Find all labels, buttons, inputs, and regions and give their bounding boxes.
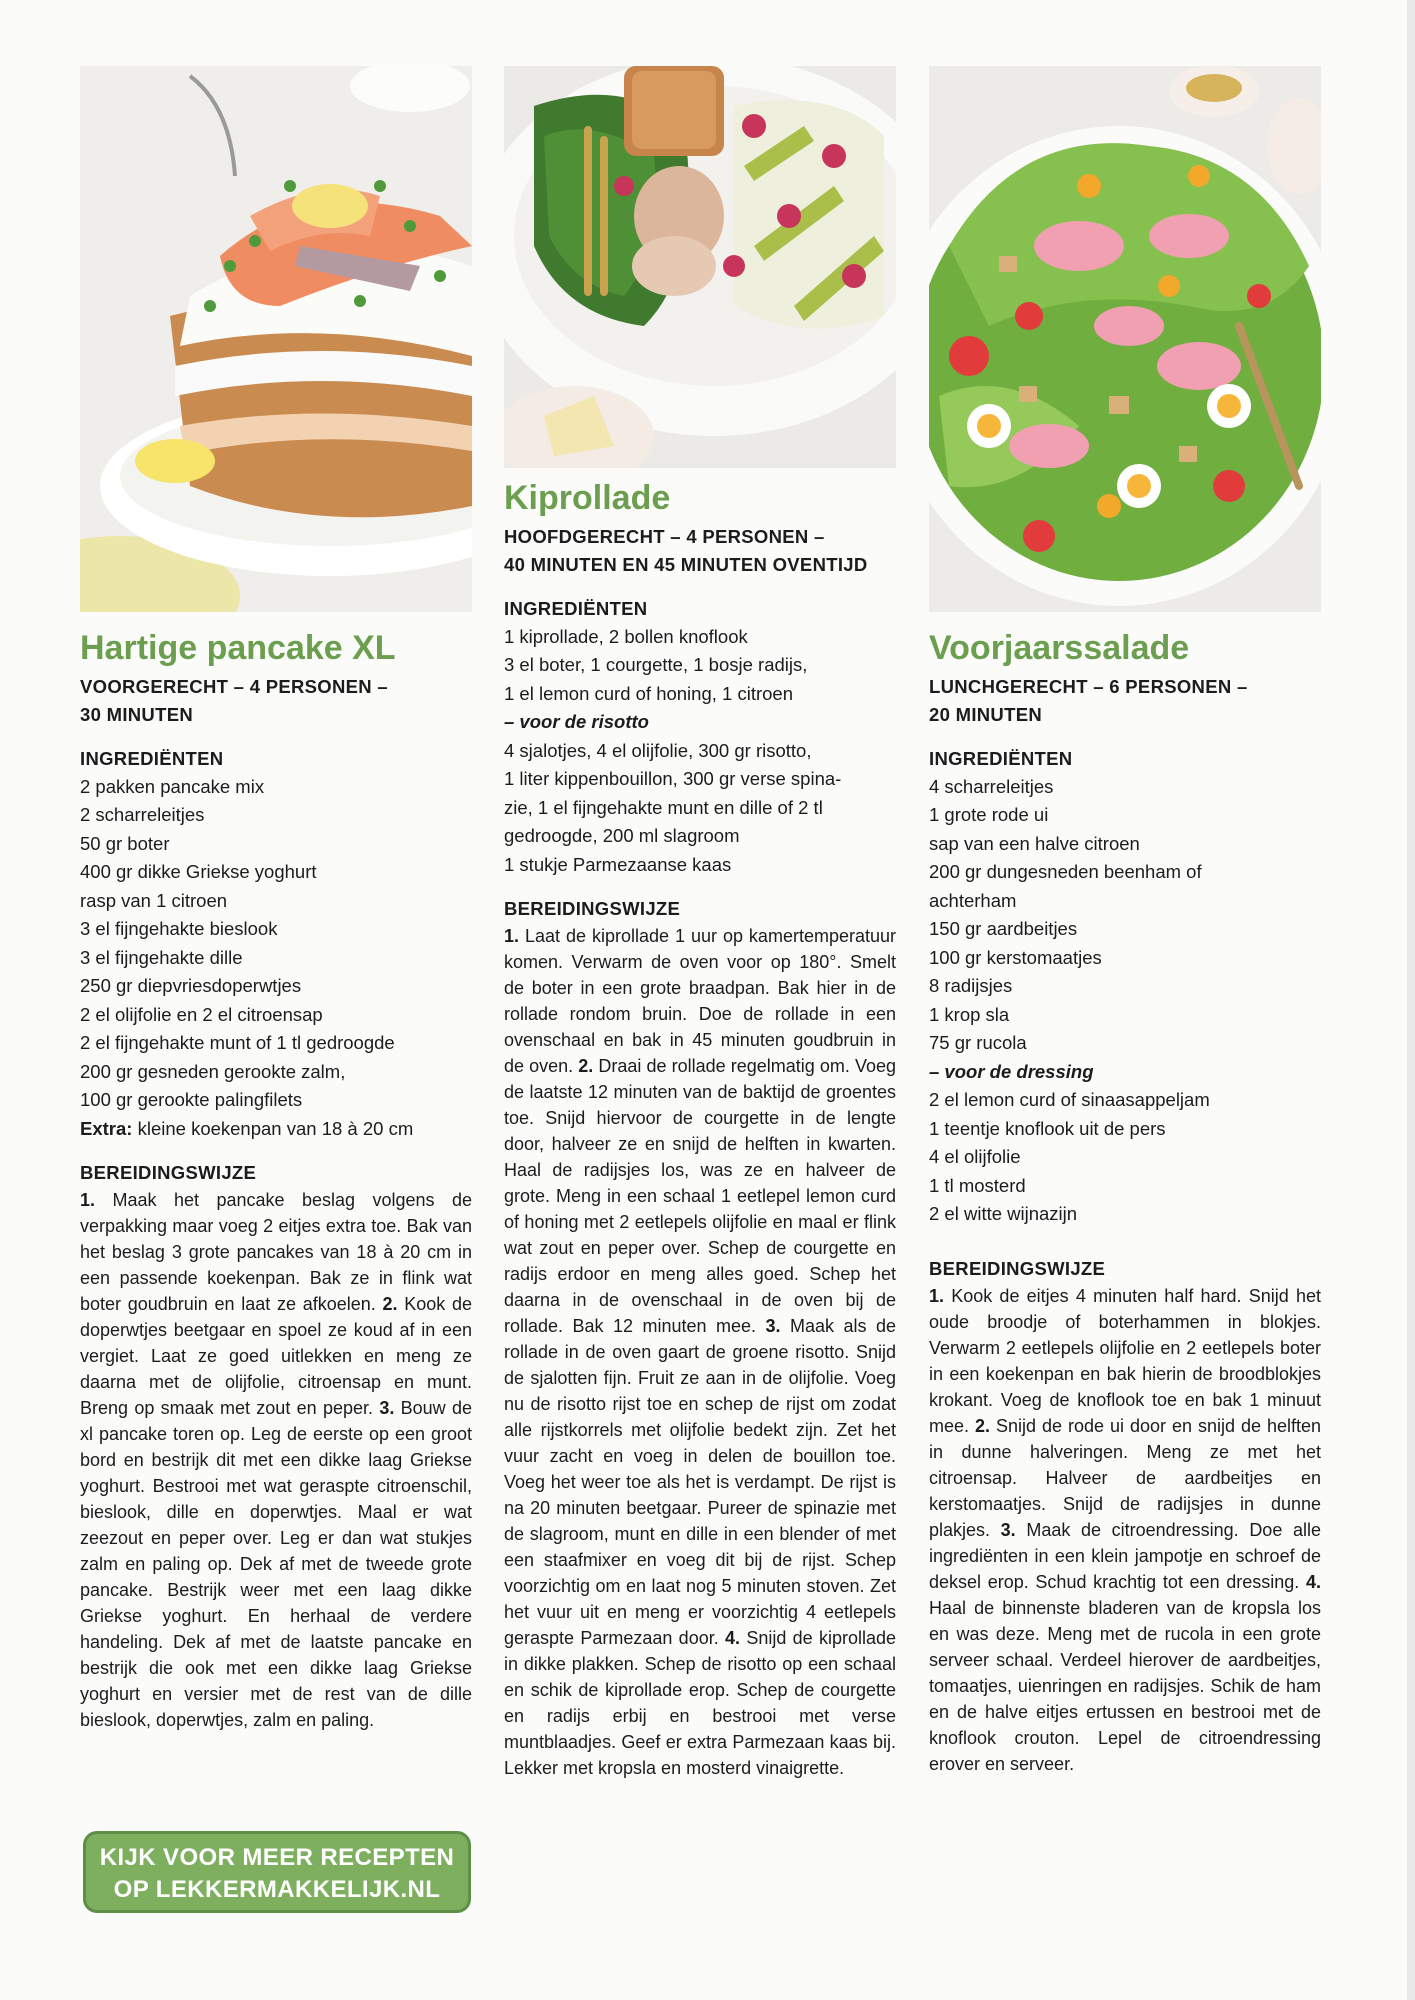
- meta-line: 40 MINUTEN EN 45 MINUTEN OVENTIJD: [504, 553, 868, 575]
- recipe-title: Hartige pancake XL: [80, 629, 396, 667]
- ingredient-item: 2 pakken pancake mix: [80, 775, 265, 797]
- ingredient-item: 4 scharreleitjes: [929, 775, 1054, 797]
- step-number: 3.: [379, 1398, 395, 1419]
- step-number: 1.: [929, 1285, 945, 1306]
- meta-line: VOORGERECHT – 4 PERSONEN –: [80, 675, 388, 697]
- recipe-column-kiprollade: [504, 66, 896, 1781]
- recipe-meta: [504, 523, 896, 579]
- step-number: 1.: [80, 1190, 96, 1211]
- step-text: Maak het pancake beslag volgens de verpakking maar voeg 2 eitjes extra toe. Bak van het beslag 3 grote pancakes van 18 à 20 cm in een passende koekenpan. Bak ze in flink wat boter goudbruin en laat ze afkoelen.: [80, 1190, 472, 1315]
- step-text: Snijd de kiprollade in dikke plakken. Schep de risotto op een schaal en schik de kiprollade erop. Schep de courgette en radijs erbij en bestrooi met verse muntblaadjes. Geef er extra Parmezaan kaas bij. Lekker met kropsla en mosterd vinaigrette.: [504, 1628, 896, 1779]
- ingredients-heading: INGREDIËNTEN: [929, 747, 1073, 769]
- photo-salade: [929, 66, 1321, 612]
- ingredient-item: 75 gr rucola: [929, 1032, 1027, 1054]
- meta-line: 20 MINUTEN: [929, 703, 1042, 725]
- step-number: 2.: [578, 1056, 594, 1077]
- recipe-title: Voorjaarssalade: [929, 629, 1190, 667]
- ingredient-item: 2 scharreleitjes: [80, 804, 205, 826]
- step-text: Bouw de xl pancake toren op. Leg de eerste op een groot bord en bestrijk dit met een dikke laag Griekse yoghurt. Bestrooi met wat geraspte citroenschil, bieslook, dille en doperwtjes. Maal er wat zeezout en peper over. Leg er dan wat stukjes zalm en paling op. Dek af met de tweede grote pancake. Bestrijk weer met een laag dikke Griekse yoghurt. En herhaal de verdere handeling. Dek af met de laatste pancake en bestrijk die ook met een dikke laag Griekse yoghurt en versier met de rest van de dille bieslook, doperwtjes, zalm en paling.: [80, 1398, 472, 1731]
- ingredients-subheading: – voor de dressing: [929, 1060, 1094, 1082]
- cta-line: OP LEKKERMAKKELIJK.NL: [113, 1876, 441, 1903]
- cta-line: KIJK VOOR MEER RECEPTEN: [99, 1844, 455, 1871]
- ingredient-item: 2 el witte wijnazijn: [929, 1203, 1078, 1225]
- step-text: Kook de eitjes 4 minuten half hard. Snijd het oude broodje of boterhammen in blokjes. Verwarm 2 eetlepels olijfolie en 2 eetlepels boter in een koekenpan en bak hierin de broodblokjes krokant. Voeg de knoflook toe en bak 1 minuut mee.: [929, 1285, 1321, 1436]
- ingredient-item: 8 radijsjes: [929, 975, 1013, 997]
- method-heading: BEREIDINGSWIJZE: [80, 1162, 257, 1184]
- ingredients-list: [80, 773, 472, 1144]
- meta-line: LUNCHGERECHT – 6 PERSONEN –: [929, 675, 1248, 697]
- ingredient-item: 250 gr diepvriesdoperwtjes: [80, 975, 302, 997]
- step-text: Maak als de rollade in de oven gaart de groene risotto. Snijd de sjalotten fijn. Fruit ze aan in de olijfolie. Voeg nu de risotto rijst toe en schep de rijst om zodat alle rijstkorrels met olijfolie bedekt zijn. Zet het vuur zacht en voeg in delen de bouillon toe. Voeg het weer toe als het is verdampt. De rijst is na 20 minuten beetgaar. Pureer de spinazie met de slagroom, munt en dille in een blender of met een staafmixer en voeg dit bij de rijst. Schep voorzichtig om en laat nog 5 minuten stoven. Zet het vuur uit en meng er voorzichtig 4 eetlepels geraspte Parmezaan door.: [504, 1316, 896, 1649]
- photo-pancake: [80, 66, 472, 612]
- ingredient-item: 100 gr kerstomaatjes: [929, 946, 1102, 968]
- step-number: 2.: [975, 1415, 991, 1436]
- step-number: 3.: [765, 1316, 781, 1337]
- method-heading: BEREIDINGSWIJZE: [504, 898, 681, 920]
- ingredient-item: sap van een halve citroen: [929, 832, 1140, 854]
- step-text: Laat de kiprollade 1 uur op kamertemperatuur komen. Verwarm de oven voor op 180°. Smelt de boter in een grote braadpan. Bak hier in de rollade rondom bruin. Doe de rollade in een ovenschaal en bak in 45 minuten goudbruin in de oven.: [504, 926, 896, 1077]
- recipe-meta: [929, 673, 1321, 729]
- ingredient-item: 150 gr aardbeitjes: [929, 918, 1078, 940]
- ingredient-item: 1 tl mosterd: [929, 1174, 1026, 1196]
- more-recipes-button[interactable]: [83, 1831, 471, 1913]
- method-text: [80, 1187, 472, 1733]
- step-number: 3.: [1000, 1519, 1016, 1540]
- ingredient-item: 200 gr dungesneden beenham of: [929, 861, 1202, 883]
- recipe-column-pancake: [80, 66, 472, 1733]
- ingredient-item: 1 krop sla: [929, 1003, 1010, 1025]
- ingredient-item: 1 liter kippenbouillon, 300 gr verse spina-: [504, 768, 842, 790]
- step-text: Draai de rollade regelmatig om. Voeg de laatste 12 minuten van de baktijd de groentes toe. Snijd hiervoor de courgette in de lengte door, halveer ze en snijd de helften in kwarten. Haal de radijsjes los, was ze en halveer de grote. Meng in een schaal 1 eetlepel lemon curd of honing met 2 eetlepels olijfolie en maal er flink wat zout en peper over. Schep de courgette en radijs erdoor en meng alles goed. Schep het daarna in de ovenschaal in de oven bij de rollade. Bak 12 minuten mee.: [504, 1056, 896, 1337]
- ingredient-item: 2 el fijngehakte munt of 1 tl gedroogde: [80, 1032, 395, 1054]
- ingredient-item: 3 el fijngehakte bieslook: [80, 918, 278, 940]
- step-number: 2.: [382, 1294, 398, 1315]
- page-edge: [1407, 0, 1415, 2000]
- extra-text: kleine koekenpan van 18 à 20 cm: [132, 1117, 414, 1139]
- ingredient-item: 2 el lemon curd of sinaasappeljam: [929, 1089, 1210, 1111]
- step-number: 1.: [504, 926, 520, 947]
- step-text: Snijd de rode ui door en snijd de helften in dunne halveringen. Meng ze met het citroensap. Halveer de aardbeitjes en kerstomaatjes. Snijd de radijsjes in dunne plakjes.: [929, 1415, 1321, 1540]
- ingredient-item: 100 gr gerookte palingfilets: [80, 1089, 303, 1111]
- meta-line: 30 MINUTEN: [80, 703, 193, 725]
- meta-line: HOOFDGERECHT – 4 PERSONEN –: [504, 525, 825, 547]
- ingredient-item: 4 el olijfolie: [929, 1146, 1021, 1168]
- ingredient-item: 50 gr boter: [80, 832, 170, 854]
- ingredients-list: [504, 623, 896, 880]
- ingredient-item: zie, 1 el fijngehakte munt en dille of 2 tl: [504, 796, 823, 818]
- ingredients-subheading: – voor de risotto: [504, 711, 649, 733]
- recipe-column-voorjaarssalade: [929, 66, 1321, 1777]
- extra-label: Extra:: [80, 1117, 133, 1139]
- ingredient-item: 200 gr gesneden gerookte zalm,: [80, 1060, 346, 1082]
- ingredients-list: [929, 773, 1321, 1229]
- method-heading: BEREIDINGSWIJZE: [929, 1257, 1106, 1279]
- step-text: Haal de binnenste bladeren van de kropsla los en was deze. Meng met de rucola in een grote serveer schaal. Verdeel hierover de aardbeitjes, tomaatjes, uienringen en radijsjes. Schik de ham en de halve eitjes ertussen en bestrooi met de knoflook crouton. Lepel de citroendressing erover en serveer.: [929, 1597, 1321, 1774]
- ingredient-extra: [80, 1115, 472, 1144]
- ingredient-item: rasp van 1 citroen: [80, 889, 228, 911]
- recipe-title: Kiprollade: [504, 479, 671, 517]
- ingredient-item: 3 el boter, 1 courgette, 1 bosje radijs,: [504, 654, 808, 676]
- ingredient-item: 1 teentje knoflook uit de pers: [929, 1117, 1166, 1139]
- ingredient-item: gedroogde, 200 ml slagroom: [504, 825, 740, 847]
- ingredient-item: 3 el fijngehakte dille: [80, 946, 243, 968]
- recipe-meta: [80, 673, 472, 729]
- ingredients-heading: INGREDIËNTEN: [80, 747, 224, 769]
- ingredient-item: 1 el lemon curd of honing, 1 citroen: [504, 682, 793, 704]
- step-text: Kook de doperwtjes beetgaar en spoel ze koud af in een vergiet. Laat ze goed uitlekken en meng ze daarna met de olijfolie, citroensap en munt. Breng op smaak met zout en peper.: [80, 1294, 472, 1419]
- ingredient-item: 4 sjalotjes, 4 el olijfolie, 300 gr risotto,: [504, 739, 812, 761]
- method-text: [929, 1283, 1321, 1777]
- step-number: 4.: [1305, 1571, 1321, 1592]
- ingredient-item: 1 grote rode ui: [929, 804, 1049, 826]
- ingredient-item: achterham: [929, 889, 1017, 911]
- ingredients-heading: INGREDIËNTEN: [504, 597, 648, 619]
- ingredient-item: 2 el olijfolie en 2 el citroensap: [80, 1003, 323, 1025]
- ingredient-item: 400 gr dikke Griekse yoghurt: [80, 861, 317, 883]
- ingredient-item: 1 stukje Parmezaanse kaas: [504, 853, 732, 875]
- step-number: 4.: [725, 1628, 741, 1649]
- method-text: [504, 923, 896, 1781]
- step-text: Maak de citroendressing. Doe alle ingrediënten in een klein jampotje en schroef de deksel erop. Schud krachtig tot een dressing.: [929, 1519, 1321, 1592]
- photo-kiprollade: [504, 66, 896, 468]
- ingredient-item: 1 kiprollade, 2 bollen knoflook: [504, 625, 748, 647]
